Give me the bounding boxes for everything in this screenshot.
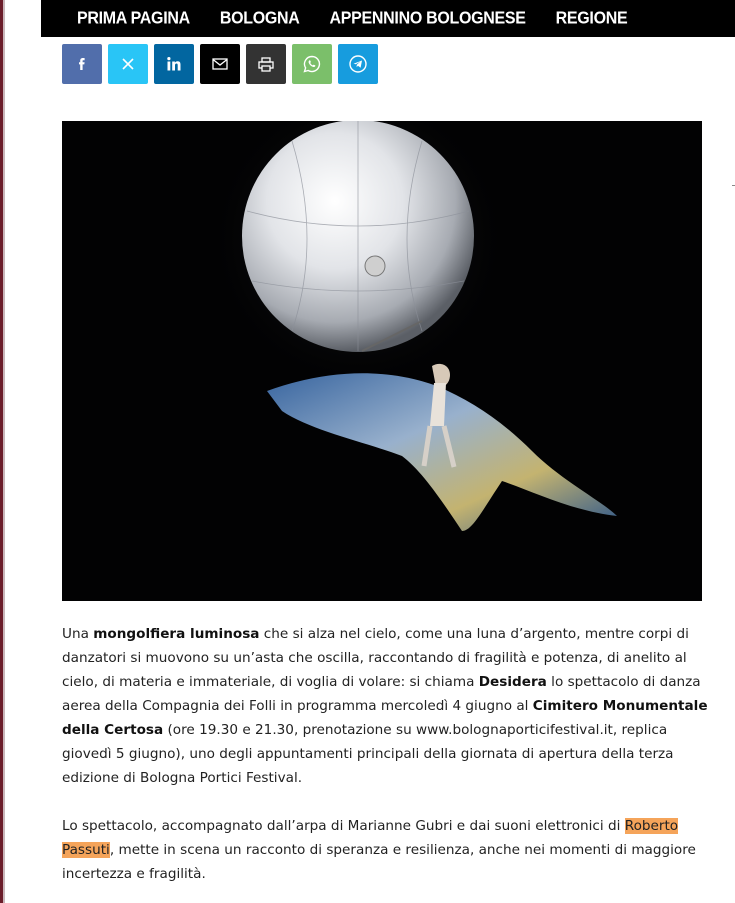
main-navigation (41, 0, 735, 37)
whatsapp-icon (303, 55, 321, 73)
print-icon (258, 57, 274, 72)
article-hero-image (62, 121, 702, 601)
article-paragraph-1 (62, 622, 712, 790)
article-body (62, 622, 712, 903)
text-span: (ore 19.30 e 21.30, prenotazione su (163, 722, 417, 738)
text-span: , mette in scena un racconto di speranza e resilienza, anche nei momenti di maggiore incertezza e fragilità. (62, 842, 696, 882)
page-edge-shadow (3, 0, 5, 903)
bold-text: Desidera (478, 674, 547, 690)
text-span: che si alza nel cielo, come una luna d’argento, mentre corpi di danzatori si muovono su un’asta che oscilla, raccontando di fragilità e potenza, di anelito al cielo, di materia e immateriale, di voglia di volare: si chiama (62, 626, 689, 690)
text-span: Una (62, 626, 94, 642)
article-paragraph-2 (62, 814, 712, 886)
text-span: Lo spettacolo, accompagnato dall’arpa di Marianne Gubri e dai suoni elettronici di (62, 818, 625, 834)
nav-item-regione[interactable]: REGIONE (555, 8, 628, 28)
x-icon (122, 58, 134, 70)
share-linkedin-button[interactable] (154, 44, 194, 84)
highlighted-name: Roberto Passuti (62, 818, 679, 858)
linkedin-icon (166, 56, 182, 72)
festival-link[interactable]: www.bolognaporticifestival.it (416, 722, 613, 738)
telegram-icon (349, 55, 367, 73)
mail-icon (212, 58, 228, 70)
bold-text: Cimitero Monumentale della Certosa (62, 698, 708, 738)
balloon-dancer-illustration (62, 121, 702, 601)
nav-item-bologna[interactable]: BOLOGNA (219, 8, 300, 28)
share-x-button[interactable] (108, 44, 148, 84)
share-whatsapp-button[interactable] (292, 44, 332, 84)
share-telegram-button[interactable] (338, 44, 378, 84)
share-bar (62, 44, 384, 84)
nav-item-prima-pagina[interactable]: PRIMA PAGINA (77, 8, 190, 28)
text-span: , replica giovedì 5 giugno), uno degli appuntamenti principali della giornata di apertura della terza edizione di Bologna Portici Festival. (62, 722, 674, 786)
bold-text: mongolfiera luminosa (93, 626, 260, 642)
share-email-button[interactable] (200, 44, 240, 84)
share-facebook-button[interactable] (62, 44, 102, 84)
share-print-button[interactable] (246, 44, 286, 84)
text-span: lo spettacolo di danza aerea della Compagnia dei Folli in programma mercoledì 4 giugno al (62, 674, 701, 714)
facebook-icon (75, 57, 89, 71)
nav-item-appennino-bolognese[interactable]: APPENNINO BOLOGNESE (329, 8, 526, 28)
